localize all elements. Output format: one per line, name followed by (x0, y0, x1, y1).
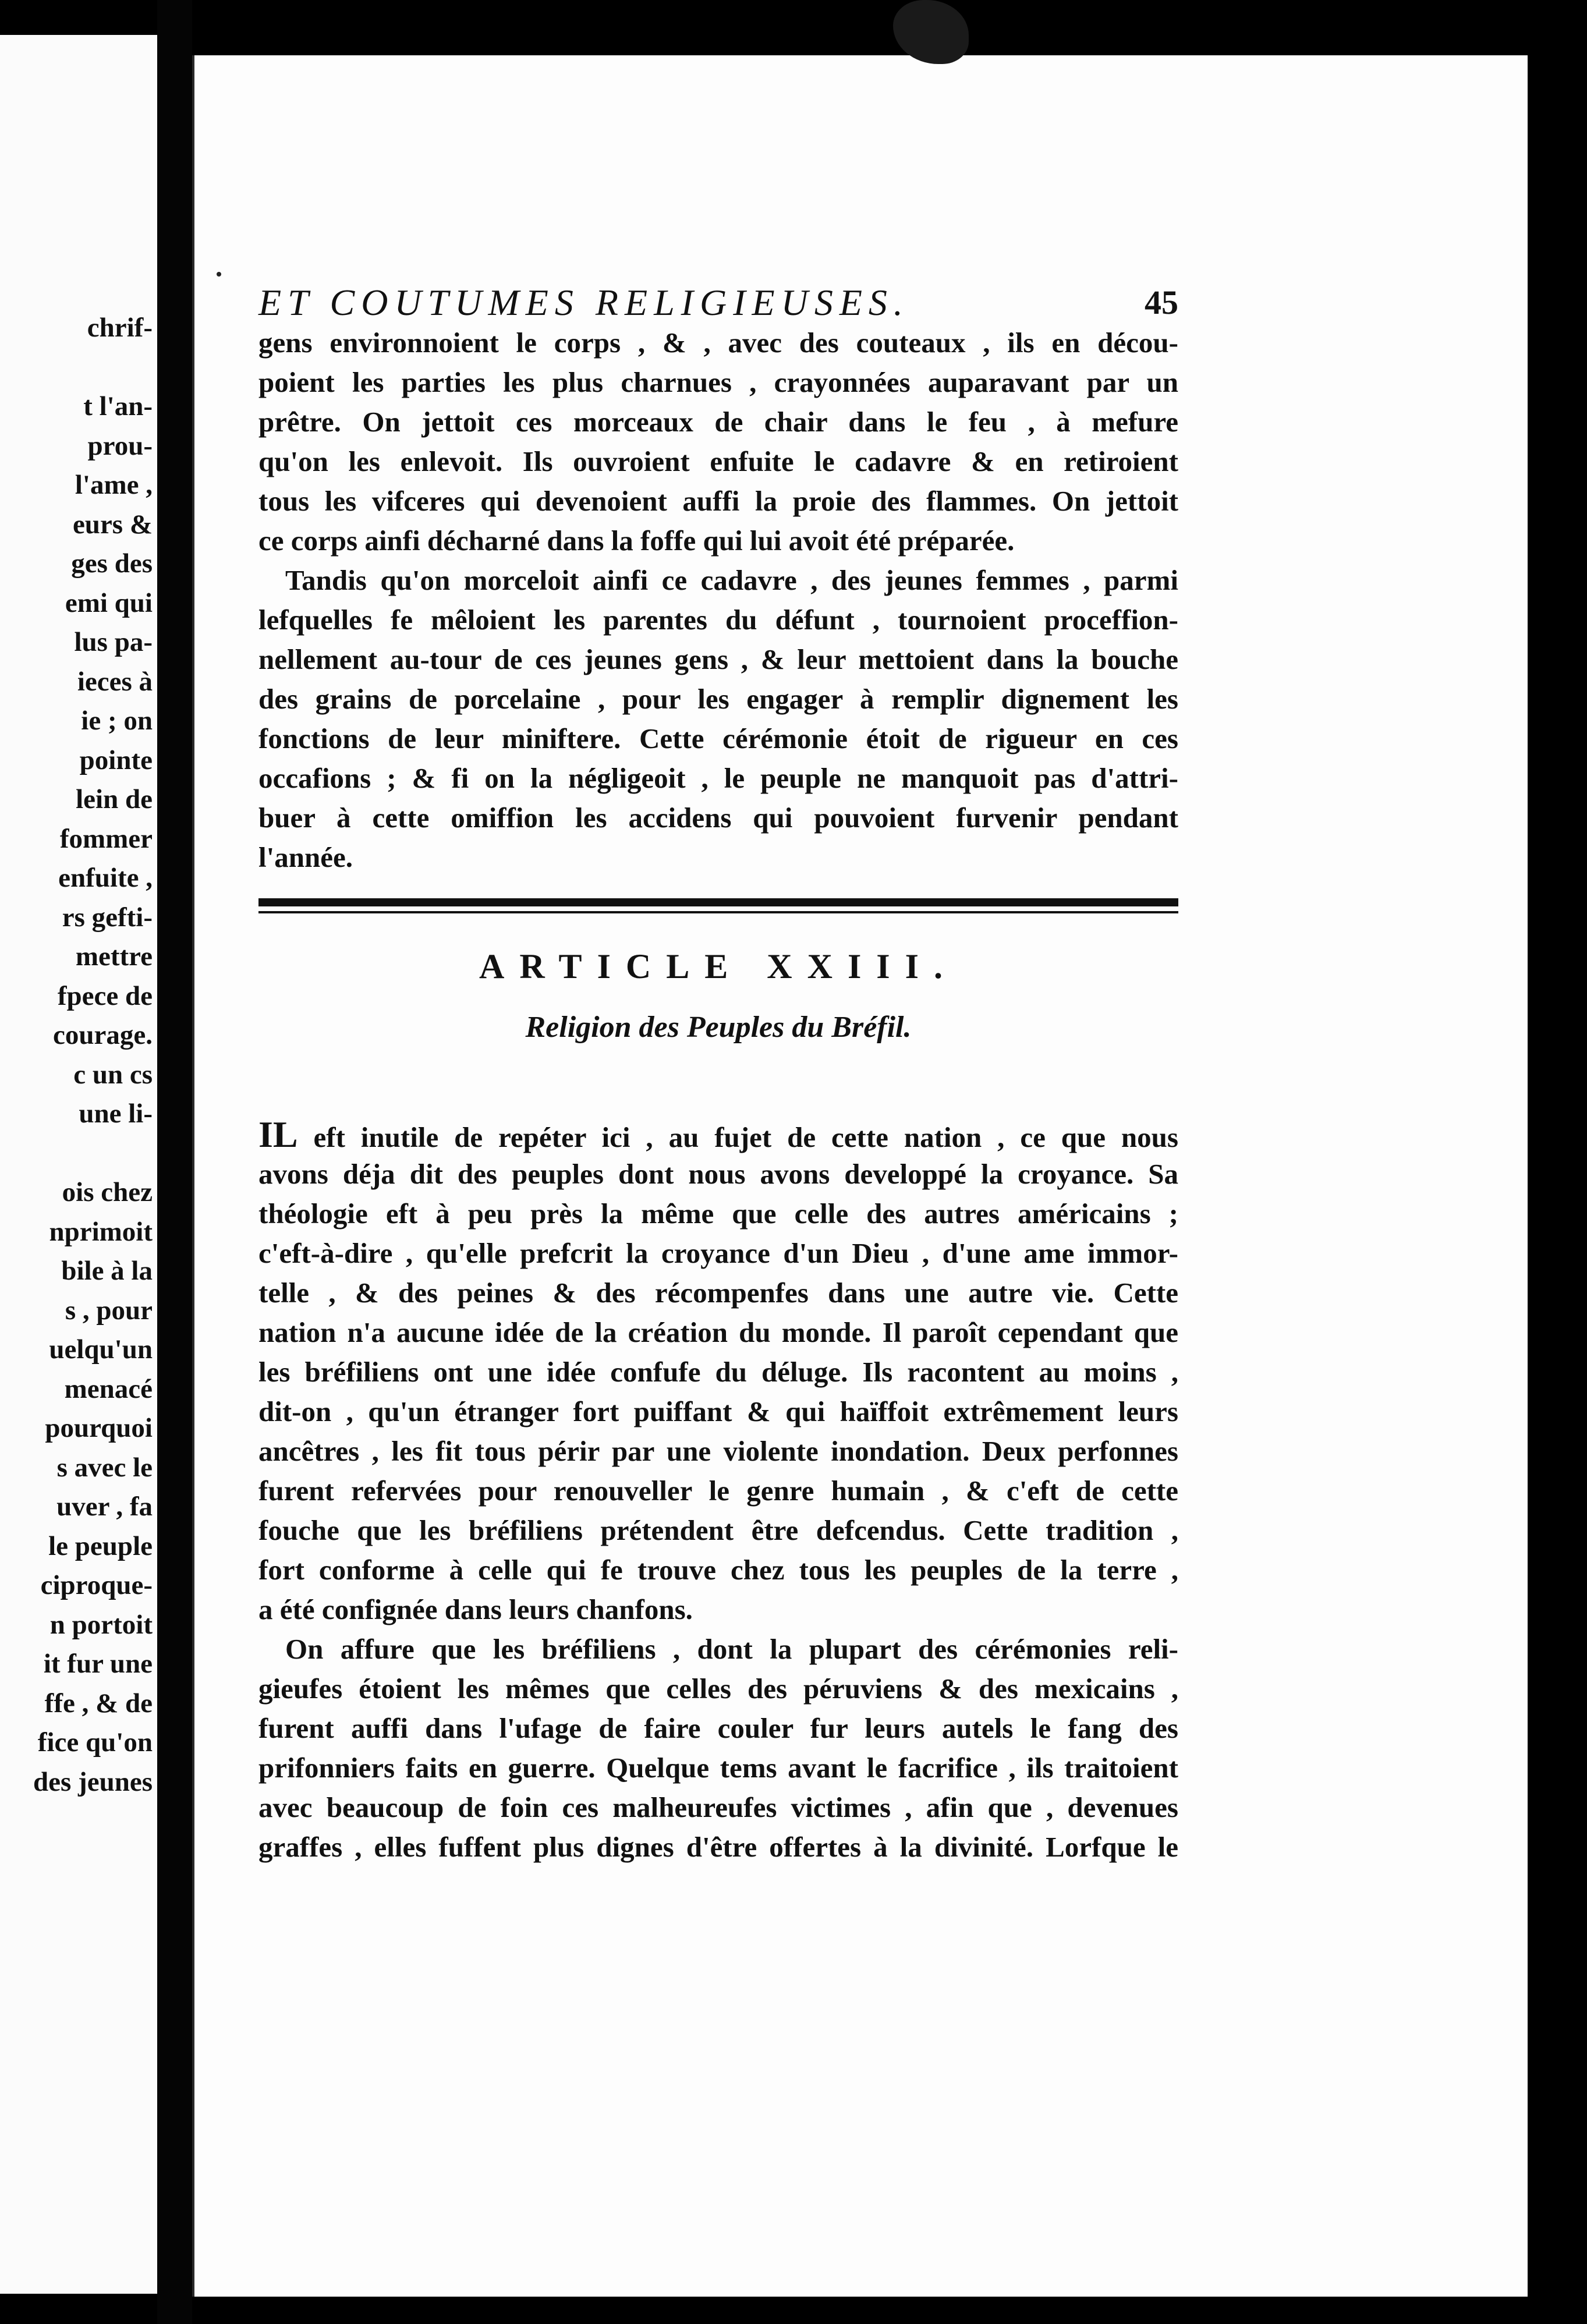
text-line: c'eft-à-dire , qu'elle prefcrit la croyance d'un Dieu , d'une ame immor- (258, 1237, 1178, 1269)
text-line: buer à cette omiffion les accidens qui pouvoient furvenir pendant (258, 802, 1178, 834)
facing-page-line (1, 348, 153, 388)
text-line: nellement au-tour de ces jeunes gens , & leur mettoient dans la bouche (258, 643, 1178, 675)
text-line: théologie eft à peu près la même que celle des autres américains ; (258, 1198, 1178, 1230)
section-rule (258, 898, 1178, 913)
facing-page-line: c un cs (73, 1059, 153, 1090)
text-line: ancêtres , les fit tous périr par une violente inondation. Deux perfonnes (258, 1435, 1178, 1467)
facing-page-line: ciproque- (40, 1570, 153, 1600)
facing-page-line: menacé (64, 1373, 153, 1404)
facing-page-line: prou- (87, 430, 153, 461)
text-line: des grains de porcelaine , pour les engager à remplir dignement les (258, 683, 1178, 715)
facing-page-line: t l'an- (83, 391, 153, 421)
running-head (258, 277, 1178, 329)
facing-page-line: bile à la (61, 1256, 153, 1286)
facing-page-text (1, 309, 153, 1802)
book-binding-gutter (157, 0, 192, 2324)
facing-page-line (1, 1134, 153, 1174)
text-line: prêtre. On jettoit ces morceaux de chair dans le feu , à mefure (258, 406, 1178, 438)
facing-page-line: fommer (59, 823, 153, 854)
upper-text-block (258, 323, 1178, 877)
text-line: avec beaucoup de foin ces malheureufes victimes , afin que , devenues (258, 1791, 1178, 1823)
text-line: graffes , elles fuffent plus dignes d'être offertes à la divinité. Lorfque le (258, 1831, 1178, 1863)
facing-page-line: fice qu'on (37, 1727, 153, 1758)
facing-page-line: mettre (75, 941, 153, 972)
running-title: ET COUTUMES RELIGIEUSES. (258, 282, 909, 323)
text-line: tous les vifceres qui devenoient auffi la proie des flammes. On jettoit (258, 485, 1178, 517)
facing-page-line: ois chez (62, 1177, 153, 1207)
text-line: gieufes étoient les mêmes que celles des péruviens & des mexicains , (258, 1673, 1178, 1705)
facing-page-line: lus pa- (74, 627, 153, 657)
page-number: 45 (1145, 284, 1178, 321)
text-line: On affure que les bréfiliens , dont la plupart des cérémonies reli- (285, 1633, 1178, 1665)
facing-page-line: ges des (71, 548, 153, 579)
facing-page-line: ie ; on (81, 706, 153, 736)
text-line: l'année. (258, 841, 353, 873)
text-line-rest: eft inutile de repéter ici , au fujet de cette nation , ce que nous (297, 1121, 1178, 1153)
text-line: dit-on , qu'un étranger fort puiffant & qui haïffoit extrêmement leurs (258, 1395, 1178, 1427)
text-line: prifonniers faits en guerre. Quelque tems avant le facrifice , ils traitoient (258, 1752, 1178, 1784)
facing-page-line: uelqu'un (49, 1334, 153, 1365)
text-line: furent auffi dans l'ufage de faire couler fur leurs autels le fang des (258, 1712, 1178, 1744)
facing-page-line: une li- (79, 1099, 153, 1129)
text-line: fonctions de leur miniftere. Cette cérémonie étoit de rigueur en ces (258, 722, 1178, 754)
text-line: ce corps ainfi décharné dans la foffe qui lui avoit été préparée. (258, 525, 1015, 557)
facing-page-line: l'ame , (75, 470, 153, 500)
facing-page-line: emi qui (65, 587, 153, 618)
facing-page-line: rs gefti- (62, 902, 153, 933)
text-line: a été confignée dans leurs chanfons. (258, 1593, 693, 1625)
facing-page-line: it fur une (43, 1649, 153, 1679)
facing-page-line: eurs & (72, 509, 153, 540)
drop-cap: IL (258, 1114, 298, 1155)
facing-page-line: courage. (53, 1020, 153, 1050)
facing-page-line: lein de (76, 784, 153, 814)
text-line: poient les parties les plus charnues , crayonnées auparavant par un (258, 366, 1178, 398)
ink-blot (893, 0, 969, 64)
text-line: lefquelles fe mêloient les parentes du défunt , tournoient proceffion- (258, 604, 1178, 636)
facing-page-line: uver , fa (56, 1492, 153, 1522)
facing-page-line: fpece de (57, 980, 153, 1011)
text-line: furent refervées pour renouveller le genre humain , & c'eft de cette (258, 1475, 1178, 1507)
facing-page-line: pourquoi (45, 1413, 153, 1443)
facing-page-line: n portoit (49, 1609, 153, 1640)
facing-page-line: le peuple (48, 1531, 153, 1561)
main-page (192, 55, 1528, 2297)
text-line-first (258, 1115, 1178, 1154)
text-line: nation n'a aucune idée de la création du monde. Il paroît cependant que (258, 1316, 1178, 1348)
facing-page-line: chrif- (87, 313, 153, 343)
facing-page-line: enfuite , (58, 863, 153, 893)
facing-page-line: ieces à (77, 666, 153, 697)
facing-page-line: s , pour (65, 1295, 153, 1326)
text-line: Tandis qu'on morceloit ainfi ce cadavre , des jeunes femmes , parmi (285, 564, 1178, 596)
text-line: fort conforme à celle qui fe trouve chez tous les peuples de la terre , (258, 1554, 1178, 1586)
lower-text-block (258, 1115, 1178, 1867)
facing-page-line: pointe (79, 745, 153, 775)
text-line: fouche que les bréfiliens prétendent être defcendus. Cette tradition , (258, 1514, 1178, 1546)
article-subtitle: Religion des Peuples du Bréfil. (525, 1011, 912, 1044)
rule-thin-line (258, 911, 1178, 913)
text-line: telle , & des peines & des récompenfes dans une autre vie. Cette (258, 1277, 1178, 1309)
facing-page-line: des jeunes (33, 1766, 153, 1797)
article-heading: ARTICLE XXIII. (479, 947, 958, 986)
facing-page-line: nprimoit (49, 1216, 153, 1247)
rule-thick-line (258, 898, 1178, 906)
ink-speck (217, 272, 221, 277)
text-line: gens environnoient le corps , & , avec des couteaux , ils en décou- (258, 327, 1178, 359)
facing-page-fragment (0, 35, 161, 2294)
text-line: avons déja dit des peuples dont nous avons developpé la croyance. Sa (258, 1158, 1178, 1190)
facing-page-line: ffe , & de (44, 1688, 153, 1719)
text-line: qu'on les enlevoit. Ils ouvroient enfuite le cadavre & en retiroient (258, 445, 1178, 477)
facing-page-line: s avec le (56, 1452, 153, 1483)
text-line: les bréfiliens ont une idée confufe du déluge. Ils racontent au moins , (258, 1356, 1178, 1388)
text-line: occafions ; & fi on la négligeoit , le peuple ne manquoit pas d'attri- (258, 762, 1178, 794)
